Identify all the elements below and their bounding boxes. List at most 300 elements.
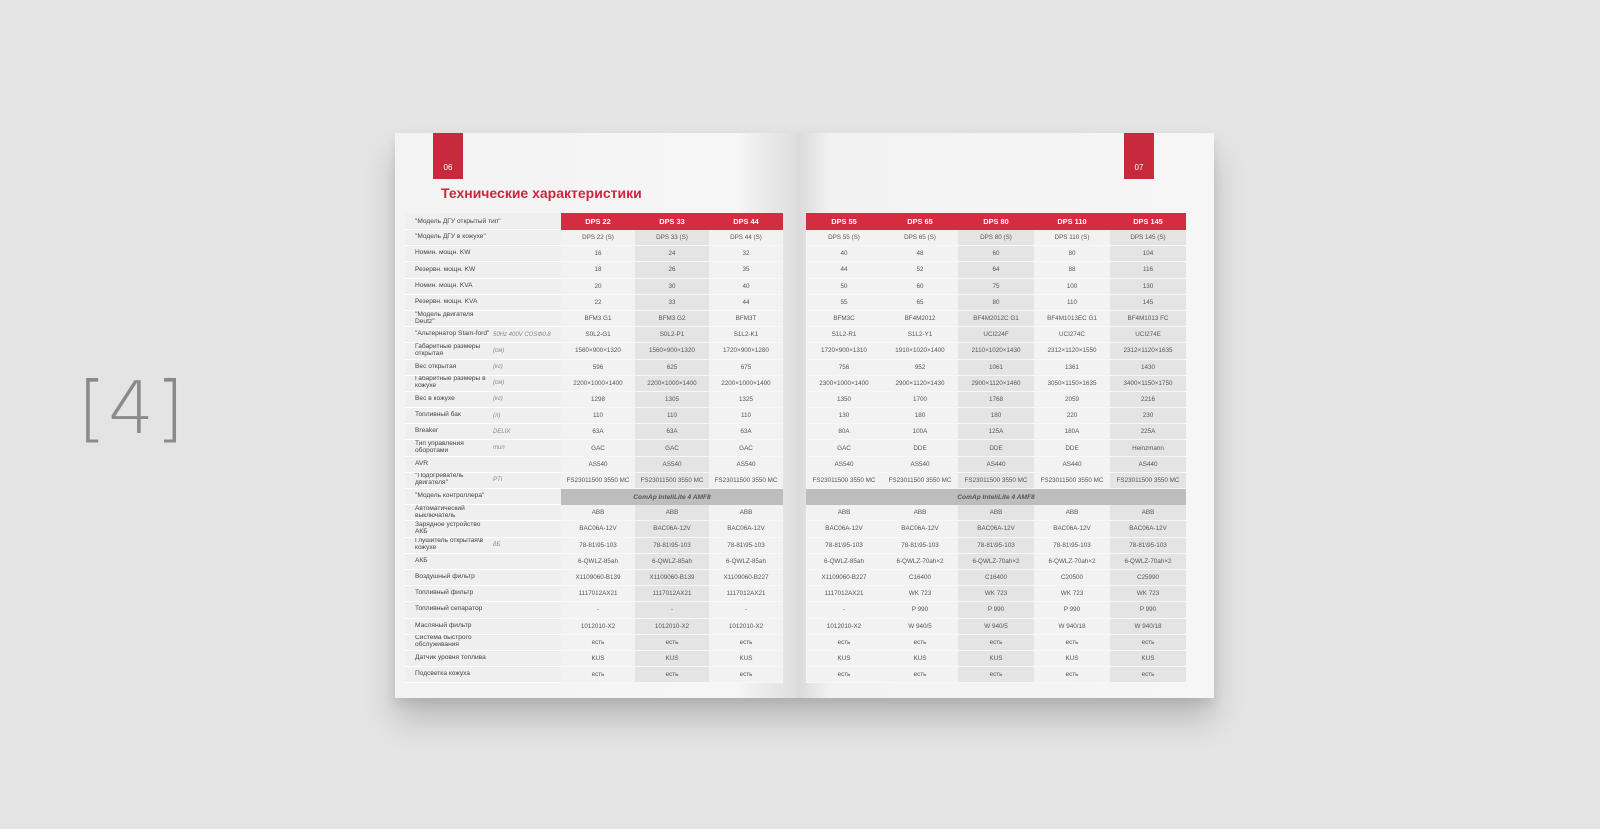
table-cell: FS23011500 3550 MC [1034,473,1110,489]
table-cell: 104 [1110,246,1186,262]
table-cell: 55 [806,295,882,311]
table-cell: 44 [709,295,783,311]
table-cell: FS23011500 3550 MC [958,473,1034,489]
row-label-text: Подсветка кожуха [415,670,471,678]
table-cell: S1L2-R1 [806,327,882,343]
row-label [405,408,561,424]
row-label-text: "Модель контроллера" [415,492,485,500]
left-page [395,133,797,698]
table-cell: S0L2-P1 [635,327,709,343]
table-cell: KUS [958,651,1034,667]
table-cell: BF4M1013 FC [1110,311,1186,327]
table-cell: 6-QWLZ-85ah [709,554,783,570]
table-cell: 110 [561,408,635,424]
table-cell: WK 723 [958,586,1034,602]
model-header: DPS 22 [561,213,635,230]
row-label [405,262,561,278]
row-label-text: "Модель ДГУ в кожухе" [415,233,486,241]
table-cell: - [635,602,709,618]
table-cell: 63A [561,424,635,440]
table-cell: 40 [709,279,783,295]
table-cell: FS23011500 3550 MC [635,473,709,489]
row-label-text: Топливный сепаратор [415,605,483,613]
table-cell: 130 [1110,279,1186,295]
row-label-text: Вес в кожухе [415,395,455,402]
table-cell: 2216 [1110,392,1186,408]
table-cell: есть [806,667,882,683]
table-cell: DPS 80 (S) [958,230,1034,246]
table-cell: 1298 [561,392,635,408]
row-label-text: Breaker [415,427,439,435]
table-cell: AS540 [806,457,882,473]
table-cell: 2312×1120×1635 [1110,343,1186,359]
row-label [405,489,561,505]
table-cell: ABB [1034,505,1110,521]
row-unit: (см) [493,380,505,387]
row-label-text: АКБ [415,556,428,564]
table-cell: BFM3 G2 [635,311,709,327]
row-label-text: Топливный фильтр [415,589,474,597]
row-unit: 50Hz 400V COSΦ0.8 [493,331,551,338]
table-cell: ABB [635,505,709,521]
row-label [405,570,561,586]
row-label [405,311,561,327]
table-cell: 2312×1120×1550 [1034,343,1110,359]
table-cell: ABB [806,505,882,521]
row-unit: (см) [493,347,505,354]
table-cell: - [806,602,882,618]
table-cell: ABB [958,505,1034,521]
row-label-text: Вес открытая [415,362,457,370]
table-cell: 1430 [1110,360,1186,376]
table-cell: есть [1034,667,1110,683]
table-cell: 625 [635,360,709,376]
table-cell: C25990 [1110,570,1186,586]
table-cell: BAC06A-12V [958,521,1034,537]
row-label [405,667,561,683]
table-cell: P 990 [958,602,1034,618]
table-cell: GAC [806,440,882,456]
table-cell: 78-81\95-103 [635,538,709,554]
row-label-text: Номин. мощн. KW [415,249,471,257]
row-unit: (л) [493,412,501,419]
row-label [405,360,561,376]
table-cell: 2200×1000×1400 [635,376,709,392]
table-cell: 6-QWLZ-70ah×2 [882,554,958,570]
table-cell: FS23011500 3550 MC [806,473,882,489]
row-label [405,376,561,392]
row-label [405,554,561,570]
table-cell: KUS [561,651,635,667]
table-cell: 220 [1034,408,1110,424]
section-index-mark: [4] [78,366,186,450]
row-label [405,424,561,440]
table-cell: BAC06A-12V [806,521,882,537]
table-cell: 100 [1034,279,1110,295]
table-cell: BFM3C [806,311,882,327]
model-header: DPS 145 [1110,213,1186,230]
table-cell: DPS 33 (S) [635,230,709,246]
page-number-tab: 06 [433,133,463,179]
row-label [405,343,561,359]
row-label-text: Тип управления оборотами [415,440,464,455]
table-cell: 1012010-X2 [561,619,635,635]
row-label [405,279,561,295]
row-label [405,246,561,262]
table-cell: есть [1110,635,1186,651]
table-cell: DPS 22 (S) [561,230,635,246]
table-cell: DPS 65 (S) [882,230,958,246]
table-cell: X1109060-B139 [635,570,709,586]
model-header: DPS 33 [635,213,709,230]
table-cell: FS23011500 3550 MC [561,473,635,489]
table-cell: 1305 [635,392,709,408]
table-cell: 78-81\95-103 [709,538,783,554]
table-cell: - [709,602,783,618]
table-cell: 130 [806,408,882,424]
table-cell: BF4M2012C G1 [958,311,1034,327]
row-unit: (кг) [493,363,503,370]
table-cell: 2110×1020×1430 [958,343,1034,359]
table-cell: AS540 [635,457,709,473]
table-cell: W 940/5 [958,619,1034,635]
table-cell: WK 723 [1110,586,1186,602]
table-cell: P 990 [882,602,958,618]
table-cell: DPS 145 (S) [1110,230,1186,246]
table-cell: 1720×900×1280 [709,343,783,359]
table-cell: DPS 55 (S) [806,230,882,246]
row-label-text: Габаритные размеры в кожухе [415,375,486,390]
row-label-text: "Альтернатор Stam-ford" [415,330,490,338]
row-label [405,538,561,554]
row-label-text: AVR [415,459,429,467]
row-label-text: Топливный бак [415,411,461,419]
specs-table-left [405,213,783,683]
table-cell: ABB [882,505,958,521]
table-cell: есть [958,667,1034,683]
table-cell: 1012010-X2 [635,619,709,635]
table-cell: 6-QWLZ-70ah×2 [958,554,1034,570]
table-cell: BF4M1013EC G1 [1034,311,1110,327]
table-cell: 180 [958,408,1034,424]
table-cell: 1560×900×1320 [561,343,635,359]
table-cell: 75 [958,279,1034,295]
table-cell: AS440 [958,457,1034,473]
table-cell: 78-81\95-103 [561,538,635,554]
table-cell: 80 [1034,246,1110,262]
table-cell: 20 [561,279,635,295]
table-cell: 88 [1034,262,1110,278]
row-label-text: Глушитель открытая\в кожухе [415,537,484,552]
table-cell: 225A [1110,424,1186,440]
table-cell: 40 [806,246,882,262]
model-header: DPS 65 [882,213,958,230]
table-cell: 2200×1000×1400 [709,376,783,392]
table-cell: BF4M2012 [882,311,958,327]
table-cell: 116 [1110,262,1186,278]
table-cell: 78-81\95-103 [958,538,1034,554]
table-cell: KUS [1034,651,1110,667]
controller-cell: ComAp InteliLite 4 AMF8 [806,489,1186,505]
table-cell: есть [561,635,635,651]
table-cell: P 990 [1034,602,1110,618]
table-cell: S0L2-G1 [561,327,635,343]
row-label [405,473,561,489]
table-cell: 2059 [1034,392,1110,408]
table-cell: 65 [882,295,958,311]
table-cell: 22 [561,295,635,311]
table-cell: есть [882,635,958,651]
table-cell: Heinzmann [1110,440,1186,456]
specs-table-right [806,213,1186,683]
table-cell: 1700 [882,392,958,408]
table-cell: 78-81\95-103 [806,538,882,554]
table-cell: 1350 [806,392,882,408]
controller-cell: ComAp InteliLite 4 AMF8 [561,489,783,505]
table-cell: 52 [882,262,958,278]
table-cell: 1117012AX21 [635,586,709,602]
row-label [405,602,561,618]
table-cell: 1061 [958,360,1034,376]
table-cell: 180A [1034,424,1110,440]
row-unit: (кг) [493,396,503,403]
table-cell: BAC06A-12V [1034,521,1110,537]
table-cell: 24 [635,246,709,262]
table-cell: KUS [806,651,882,667]
table-cell: GAC [709,440,783,456]
row-unit: тип [493,444,505,451]
table-cell: UCI224F [958,327,1034,343]
table-cell: 18 [561,262,635,278]
row-unit: дБ [493,542,501,548]
table-cell: есть [635,635,709,651]
row-label [405,521,561,537]
table-cell: 1720×900×1310 [806,343,882,359]
table-cell: W 940/18 [1110,619,1186,635]
table-cell: BAC06A-12V [635,521,709,537]
row-label [405,457,561,473]
table-cell: C20500 [1034,570,1110,586]
table-cell: 6-QWLZ-70ah×2 [1034,554,1110,570]
row-label-text: Резервн. мощн. KVA [415,297,478,305]
table-cell: 1325 [709,392,783,408]
table-cell: BFM3 G1 [561,311,635,327]
row-unit: DELIX [493,428,511,435]
table-cell: 596 [561,360,635,376]
table-cell: DPS 44 (S) [709,230,783,246]
table-cell: 80 [958,295,1034,311]
row-label-text: Масляный фильтр [415,621,472,629]
table-cell: 60 [882,279,958,295]
table-cell: X1109060-B227 [806,570,882,586]
table-cell: 1560×900×1320 [635,343,709,359]
row-label-text: Зарядное устройство АКБ [415,521,481,535]
row-label [405,635,561,651]
right-page [797,133,1214,698]
table-cell: GAC [635,440,709,456]
table-cell: 2900×1120×1460 [958,376,1034,392]
table-cell: AS440 [1110,457,1186,473]
table-cell: AS440 [1034,457,1110,473]
table-cell: 1910×1020×1400 [882,343,958,359]
table-cell: KUS [635,651,709,667]
page-title: Технические характеристики [441,185,642,201]
table-cell: 78-81\95-103 [1110,538,1186,554]
table-cell: AS540 [709,457,783,473]
row-label-text: "Модель двигателя Deutz" [415,310,474,325]
table-cell: есть [709,635,783,651]
table-cell: DDE [958,440,1034,456]
table-cell: 125A [958,424,1034,440]
table-cell: есть [806,635,882,651]
table-cell: DPS 110 (S) [1034,230,1110,246]
table-cell: 50 [806,279,882,295]
table-cell: - [561,602,635,618]
table-cell: 78-81\95-103 [1034,538,1110,554]
row-label-text: Воздушный фильтр [415,573,475,581]
table-cell: 3050×1150×1635 [1034,376,1110,392]
table-cell: 2300×1000×1400 [806,376,882,392]
table-cell: S1L2-K1 [709,327,783,343]
table-cell: 1768 [958,392,1034,408]
table-cell: FS23011500 3550 MC [1110,473,1186,489]
table-cell: ABB [561,505,635,521]
row-label-text: Датчик уровня топлива [415,654,486,661]
table-cell: есть [1034,635,1110,651]
model-header: DPS 55 [806,213,882,230]
table-cell: 110 [709,408,783,424]
table-cell: S1L2-Y1 [882,327,958,343]
open-brochure [395,133,1214,698]
table-cell: P 990 [1110,602,1186,618]
row-label [405,327,561,343]
table-cell: X1109060-B139 [561,570,635,586]
table-cell: 80A [806,424,882,440]
table-cell: 6-QWLZ-85ah [561,554,635,570]
table-cell: 756 [806,360,882,376]
table-cell: 78-81\95-103 [882,538,958,554]
table-cell: есть [958,635,1034,651]
table-cell: 16 [561,246,635,262]
table-cell: 32 [709,246,783,262]
table-cell: 26 [635,262,709,278]
table-cell: есть [709,667,783,683]
table-cell: BAC06A-12V [1110,521,1186,537]
table-cell: KUS [1110,651,1186,667]
row-label-text: Габаритные размеры открытая [415,343,481,357]
table-cell: 2200×1000×1400 [561,376,635,392]
table-cell: 63A [635,424,709,440]
table-cell: 33 [635,295,709,311]
table-cell: 1117012AX21 [806,586,882,602]
row-unit: PTI [493,477,503,484]
table-cell: AS540 [561,457,635,473]
table-cell: UCI274C [1034,327,1110,343]
table-cell: 675 [709,360,783,376]
table-cell: FS23011500 3550 MC [882,473,958,489]
table-cell: 145 [1110,295,1186,311]
table-cell: 6-QWLZ-70ah×2 [1110,554,1186,570]
table-cell: 1012010-X2 [709,619,783,635]
table-cell: WK 723 [1034,586,1110,602]
row-label-text: Резервн. мощн. KW [415,265,476,273]
table-cell: BAC06A-12V [882,521,958,537]
model-header: DPS 80 [958,213,1034,230]
table-cell: есть [635,667,709,683]
table-cell: 48 [882,246,958,262]
table-cell: W 940/5 [882,619,958,635]
table-cell: 6-QWLZ-85ah [806,554,882,570]
row-label-text: "Подогреватель двигателя" [415,472,464,487]
table-cell: 100A [882,424,958,440]
row-label [405,230,561,246]
row-label-text: Автоматический выключатель [415,505,465,519]
row-label [405,651,561,667]
table-cell: KUS [709,651,783,667]
table-cell: BAC06A-12V [561,521,635,537]
table-cell: WK 723 [882,586,958,602]
table-cell: 1012010-X2 [806,619,882,635]
table-cell: есть [882,667,958,683]
row-label [405,505,561,521]
table-cell: есть [561,667,635,683]
table-cell: C16400 [958,570,1034,586]
table-cell: 6-QWLZ-85ah [635,554,709,570]
row-label [405,440,561,456]
table-cell: DDE [1034,440,1110,456]
table-cell: 60 [958,246,1034,262]
table-cell: 1117012AX21 [561,586,635,602]
table-cell: ABB [1110,505,1186,521]
table-cell: есть [1110,667,1186,683]
table-cell: 63A [709,424,783,440]
table-cell: GAC [561,440,635,456]
table-cell: 30 [635,279,709,295]
page-number-tab: 07 [1124,133,1154,179]
table-cell: X1109060-B227 [709,570,783,586]
row-label [405,586,561,602]
table-cell: 3400×1150×1750 [1110,376,1186,392]
table-cell: FS23011500 3550 MC [709,473,783,489]
table-header-label: "Модель ДГУ открытый тип" [405,213,561,230]
table-cell: 952 [882,360,958,376]
model-header: DPS 110 [1034,213,1110,230]
model-header: DPS 44 [709,213,783,230]
table-cell: BAC06A-12V [709,521,783,537]
row-label-text: Система быстрого обслуживания [415,634,472,649]
table-cell: DDE [882,440,958,456]
table-cell: 1361 [1034,360,1110,376]
table-cell: 180 [882,408,958,424]
table-cell: 64 [958,262,1034,278]
table-cell: 1117012AX21 [709,586,783,602]
table-cell: C16400 [882,570,958,586]
table-cell: 230 [1110,408,1186,424]
table-cell: BFM3T [709,311,783,327]
row-label-text: Номин. мощн. KVA [415,281,473,289]
table-cell: 35 [709,262,783,278]
table-cell: 110 [635,408,709,424]
table-cell: 110 [1034,295,1110,311]
table-cell: 2900×1120×1430 [882,376,958,392]
table-cell: KUS [882,651,958,667]
row-label [405,295,561,311]
table-cell: W 940/18 [1034,619,1110,635]
row-label [405,619,561,635]
table-cell: 44 [806,262,882,278]
table-cell: UCI274E [1110,327,1186,343]
table-cell: ABB [709,505,783,521]
